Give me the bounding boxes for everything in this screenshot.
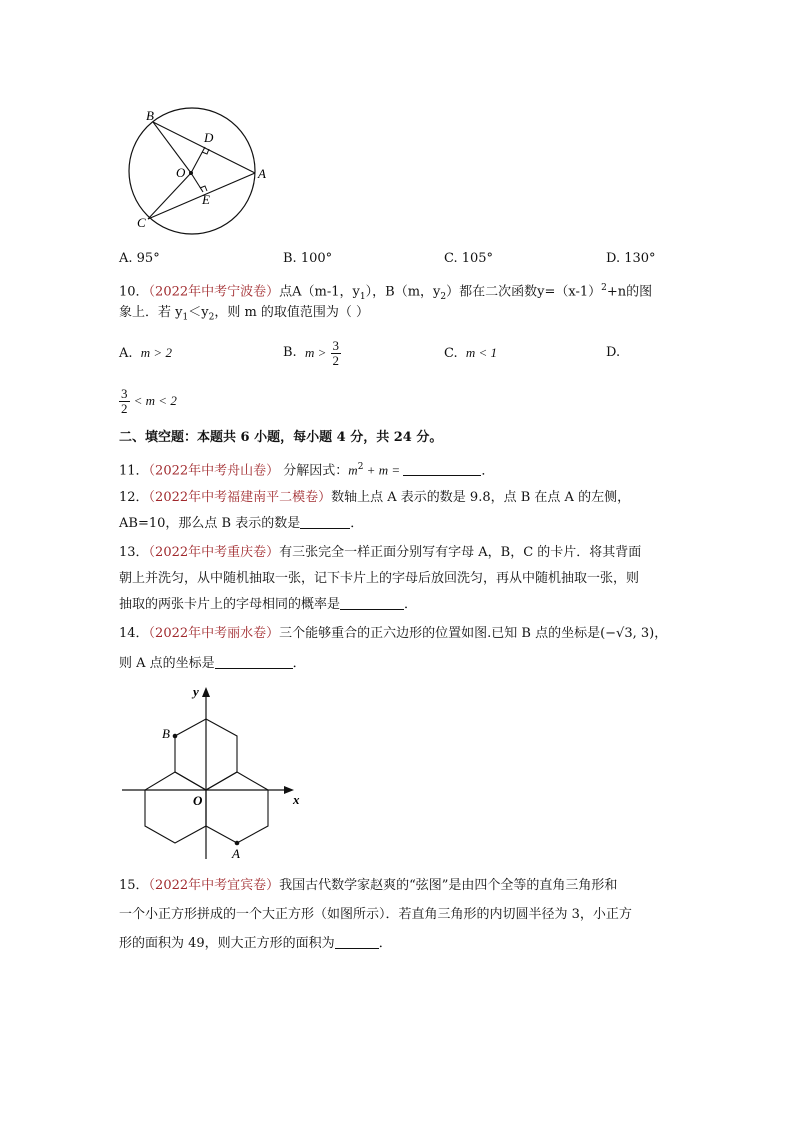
q11-line <box>119 459 494 479</box>
q11-expr-sup: 2 <box>357 462 364 472</box>
q10-option-c <box>444 345 497 362</box>
q10-func: y=（x-1） <box>537 284 602 300</box>
section2-heading: 二、填空题：本题共 6 小题，每小题 4 分，共 24 分。 <box>119 430 443 445</box>
q10-line2-lt: ＜y <box>188 305 209 320</box>
q10-line2-sub1: 1 <box>182 312 189 323</box>
q10-opt-c-label: C. <box>444 346 458 361</box>
q10-line2 <box>119 305 369 326</box>
q10-text4: +n的图 <box>606 284 653 300</box>
q10-exp: 2 <box>601 283 607 293</box>
q10-opt-b-pre: m > <box>304 345 327 360</box>
label-b: B <box>146 108 154 123</box>
q12-number: 12． <box>119 490 149 505</box>
point-b-label: B <box>162 726 170 741</box>
q12-end: ． <box>350 516 364 531</box>
q12-source: （2022年中考福建南平二模卷） <box>148 490 332 505</box>
q11-expr-m: m <box>348 462 358 478</box>
label-c: C <box>137 215 146 230</box>
label-d: D <box>204 130 214 145</box>
q10-point-b: B（m，y <box>385 284 441 300</box>
q10-opt-d-num: 3 <box>121 385 128 401</box>
q10-source: （2022年中考宁波卷） <box>148 284 280 300</box>
q15-end: ． <box>378 936 392 951</box>
q10-sub1: 1 <box>359 291 366 302</box>
q14-line1-end: ， <box>654 626 668 641</box>
q11-answer-blank[interactable] <box>403 463 481 476</box>
q14-line1 <box>119 626 667 642</box>
hexagon-right <box>206 772 268 843</box>
q9-option-d: D. 130° <box>606 251 656 266</box>
q14-number: 14． <box>119 626 149 641</box>
x-axis-label: x <box>293 792 300 807</box>
q10-line2-start: 象上．若 y <box>119 305 183 320</box>
q10-option-a <box>119 345 172 362</box>
q10-sub2: 2 <box>440 291 447 302</box>
q10-text1: 点 <box>279 284 293 300</box>
q13-text1: 有三张完全一样正面分别写有字母 A，B，C 的卡片．将其背面 <box>279 545 642 560</box>
q10-point-a: A（m-1，y <box>292 284 360 300</box>
q15-line3 <box>119 936 392 952</box>
q9-option-b: B. 100° <box>283 251 333 266</box>
q15-text3: 形的面积为 49，则大正方形的面积为 <box>119 936 335 951</box>
q12-answer-blank[interactable] <box>300 516 350 529</box>
q11-expr-rest: + m = <box>363 462 404 478</box>
q10-opt-a-label: A. <box>119 346 133 361</box>
q13-source: （2022年中考重庆卷） <box>148 545 280 560</box>
q10-opt-d-rest: < m < 2 <box>133 393 177 408</box>
q11-text: 分解因式： <box>283 463 349 479</box>
q11-number: 11． <box>119 463 149 479</box>
q15-line1 <box>119 878 617 894</box>
q15-text1: 我国古代数学家赵爽的“弦图”是由四个全等的直角三角形和 <box>279 878 618 893</box>
circle-geometry-figure <box>118 100 278 240</box>
q10-line2-rest: ，则 m 的取值范围为（ ） <box>214 305 370 320</box>
q9-option-c: C. 105° <box>444 251 494 266</box>
q13-answer-blank[interactable] <box>340 597 404 610</box>
q13-line3 <box>119 597 417 613</box>
q10-opt-a-expr: m > 2 <box>140 345 172 360</box>
q10-option-d-label: D. <box>606 345 621 360</box>
point-a-dot <box>235 841 240 846</box>
q9-option-a: A. 95° <box>119 251 160 266</box>
q10-opt-b-den: 2 <box>332 352 340 368</box>
point-a-label: A <box>232 846 240 861</box>
label-a: A <box>258 166 266 181</box>
point-o-dot <box>189 171 193 175</box>
q10-opt-b-num: 3 <box>332 337 340 353</box>
q13-line1 <box>119 545 641 561</box>
q10-opt-c-expr: m < 1 <box>465 345 498 360</box>
q11-source: （2022年中考舟山卷） <box>148 463 280 479</box>
q10-opt-d-den: 2 <box>121 400 128 416</box>
q11-end: ． <box>481 463 495 479</box>
q10-opt-b-fraction <box>331 339 342 368</box>
q12-text2: AB=10，那么点 B 表示的数是 <box>119 516 301 531</box>
q10-text3: ）都在二次函数 <box>446 284 538 300</box>
q10-number: 10． <box>119 284 149 300</box>
q10-opt-b-label: B. <box>283 345 297 360</box>
point-b-dot <box>173 734 178 739</box>
q10-line1 <box>119 280 652 305</box>
q14-line2 <box>119 656 306 672</box>
hexagon-coordinate-figure <box>118 683 318 863</box>
origin-label: O <box>193 793 203 808</box>
q10-line2-sub2: 2 <box>208 312 215 323</box>
q10-option-d <box>119 384 177 418</box>
q14-text1: 三个能够重合的正六边形的位置如图.已知 B 点的坐标是 <box>279 626 601 641</box>
q14-source: （2022年中考丽水卷） <box>148 626 280 641</box>
q12-line1 <box>119 490 630 506</box>
q10-text2: ）， <box>365 284 386 300</box>
q13-text3: 抽取的两张卡片上的字母相同的概率是 <box>119 597 341 612</box>
q14-answer-blank[interactable] <box>215 656 293 669</box>
q13-end: ． <box>404 597 418 612</box>
y-axis-label: y <box>193 684 199 699</box>
q15-number: 15． <box>119 878 149 893</box>
q14-coord: (−√3, 3) <box>600 626 655 641</box>
q10-opt-d-fraction <box>119 387 130 416</box>
q10-option-b <box>283 334 341 372</box>
q12-text1: 数轴上点 A 表示的数是 9.8，点 B 在点 A 的左侧， <box>331 490 631 505</box>
label-o: O <box>176 165 186 180</box>
q15-answer-blank[interactable] <box>335 936 379 949</box>
q15-line2: 一个小正方形拼成的一个大正方形（如图所示）．若直角三角形的内切圆半径为 3，小正方 <box>119 907 632 922</box>
q14-text2: 则 A 点的坐标是 <box>119 656 215 671</box>
q13-number: 13． <box>119 545 149 560</box>
label-e: E <box>202 192 210 207</box>
segment-oe <box>191 173 203 192</box>
q14-end: ． <box>292 656 306 671</box>
q13-line2: 朝上并洗匀，从中随机抽取一张，记下卡片上的字母后放回洗匀，再从中随机抽取一张，则 <box>119 571 640 586</box>
q12-line2 <box>119 516 363 532</box>
segment-od <box>191 147 205 173</box>
y-axis-arrow-icon <box>202 687 210 697</box>
q15-source: （2022年中考宜宾卷） <box>148 878 280 893</box>
